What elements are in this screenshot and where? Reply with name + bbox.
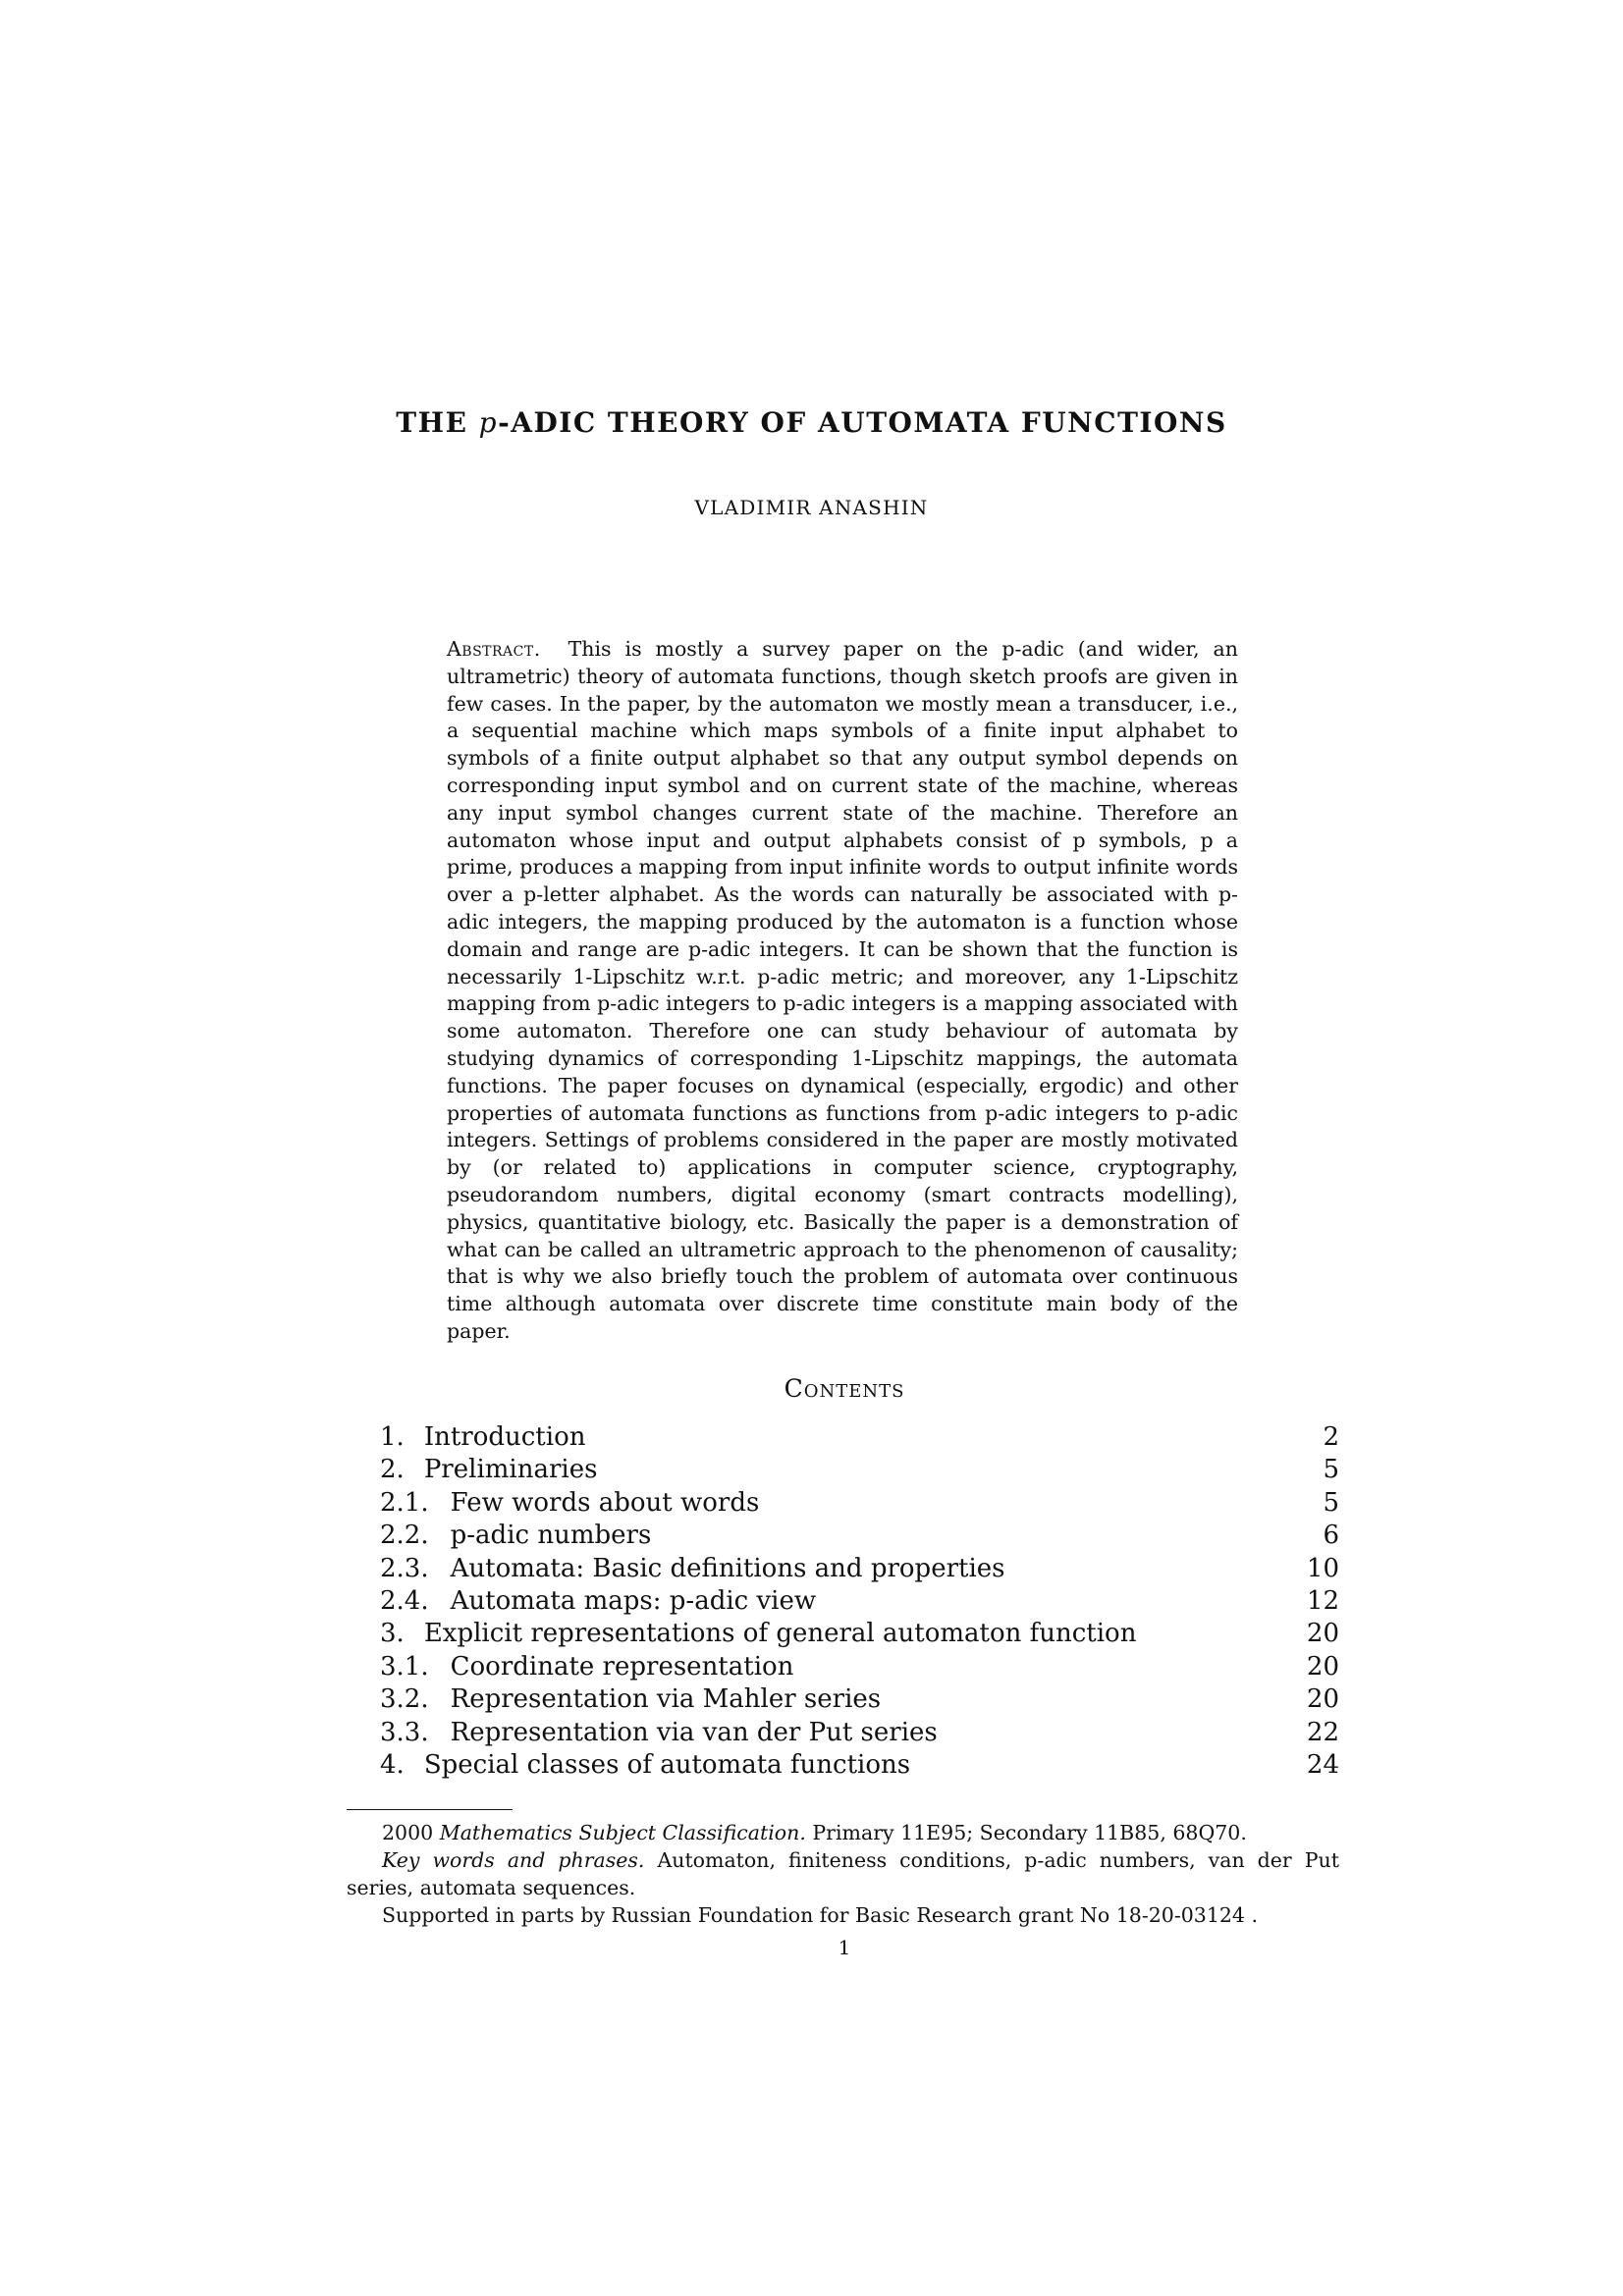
title-suffix: -ADIC THEORY OF AUTOMATA FUNCTIONS	[498, 406, 1227, 439]
paper-title	[0, 406, 1623, 439]
toc-entry-page: 10	[1306, 1553, 1339, 1583]
msc-year: 2000	[382, 1821, 434, 1844]
toc-entry-title: Representation via van der Put series	[450, 1717, 938, 1747]
abstract	[447, 636, 1238, 1346]
toc-entry-title: Few words about words	[450, 1487, 760, 1518]
toc-entry[interactable]	[380, 1421, 1339, 1454]
footnote-rule	[347, 1809, 513, 1810]
title-variable: p	[478, 406, 499, 439]
toc-entry-number: 3.1.	[380, 1651, 429, 1682]
abstract-text: This is mostly a survey paper on the p-adic (and wider, an ultrametric) theory of automata functions, though sketch proofs are given in few cases. In the paper, by the automaton we mostly mean a transducer, i.e., a sequential machine which maps symbols of a finite input alphabet to symbols of a finite output alphabet so that any output symbol depends on corresponding input symbol and on current state of the machine, whereas any input symbol changes current state of the machine. Therefore an automaton whose input and output alphabets consist of p symbols, p a prime, produces a mapping from input infinite words to output infinite words over a p-letter alphabet. As the words can naturally be associated with p-adic integers, the mapping produced by the automaton is a function whose domain and range are p-adic integers. It can be shown that the function is necessarily 1-Lipschitz w.r.t. p-adic metric; and moreover, any 1-Lipschitz mapping from p-adic integers to p-adic integers is a mapping associated with some automaton. Therefore one can study behaviour of automata by studying dynamics of corresponding 1-Lipschitz mappings, the automata functions. The paper focuses on dynamical (especially, ergodic) and other properties of automata functions as functions from p-adic integers to p-adic integers. Settings of problems considered in the paper are mostly motivated by (or related to) applications in computer science, cryptography, pseudorandom numbers, digital economy (smart contracts modelling), physics, quantitative biology, etc. Basically the paper is a demonstration of what can be called an ultrametric approach to the phenomenon of causality; that is why we also briefly touch the problem of automata over continuous time although automata over discrete time constitute main body of the paper.	[447, 637, 1238, 1343]
author-name: VLADIMIR ANASHIN	[694, 496, 929, 519]
toc-entry-number: 2.3.	[380, 1553, 429, 1583]
toc-entry-number: 1.	[380, 1422, 405, 1452]
toc-entry-title: Introduction	[423, 1422, 586, 1452]
page-number: 1	[838, 1936, 851, 1959]
toc-entry[interactable]	[380, 1585, 1339, 1618]
toc-entry-title: Coordinate representation	[450, 1651, 794, 1682]
toc-entry-number: 2.	[380, 1455, 405, 1485]
toc-entry-title: Special classes of automata functions	[423, 1749, 911, 1780]
toc-entry[interactable]	[380, 1717, 1339, 1749]
toc-entry-page: 5	[1323, 1487, 1339, 1518]
toc-entry-page: 20	[1306, 1619, 1339, 1649]
toc-entry[interactable]	[380, 1454, 1339, 1486]
toc-entry[interactable]	[380, 1749, 1339, 1782]
keywords-footnote	[347, 1846, 1339, 1901]
toc-entry[interactable]	[380, 1520, 1339, 1552]
toc-entry[interactable]	[380, 1651, 1339, 1683]
contents-heading: Contents	[784, 1374, 905, 1403]
toc-entry-page: 6	[1323, 1521, 1339, 1551]
toc-entry-title: Preliminaries	[423, 1455, 598, 1485]
table-of-contents	[380, 1421, 1339, 1782]
toc-entry-title: Explicit representations of general automaton function	[423, 1619, 1137, 1649]
title-prefix: THE	[396, 406, 479, 439]
toc-entry-page: 5	[1323, 1455, 1339, 1485]
toc-entry[interactable]	[380, 1487, 1339, 1520]
toc-entry-title: Automata maps: p-adic view	[450, 1585, 817, 1616]
toc-entry[interactable]	[380, 1683, 1339, 1716]
toc-entry-number: 3.2.	[380, 1684, 429, 1715]
toc-entry-title: Automata: Basic definitions and properties	[450, 1553, 1005, 1583]
toc-entry-number: 4.	[380, 1749, 405, 1780]
support-footnote: Supported in parts by Russian Foundation for Basic Research grant No 18-20-03124 .	[382, 1903, 1259, 1927]
msc-text: Primary 11E95; Secondary 11B85, 68Q70.	[812, 1821, 1247, 1844]
toc-entry-page: 2	[1323, 1422, 1339, 1452]
toc-entry-title: p-adic numbers	[450, 1521, 652, 1551]
toc-entry-number: 2.1.	[380, 1487, 429, 1518]
toc-entry-number: 2.2.	[380, 1521, 429, 1551]
keywords-label: Key words and phrases.	[382, 1848, 645, 1872]
msc-label: Mathematics Subject Classification.	[439, 1821, 806, 1844]
toc-entry[interactable]	[380, 1618, 1339, 1650]
footnotes	[347, 1819, 1339, 1929]
toc-entry-page: 20	[1306, 1684, 1339, 1715]
toc-entry-page: 24	[1306, 1749, 1339, 1780]
toc-entry[interactable]	[380, 1553, 1339, 1585]
toc-entry-number: 3.	[380, 1619, 405, 1649]
toc-entry-number: 2.4.	[380, 1585, 429, 1616]
toc-entry-page: 12	[1306, 1585, 1339, 1616]
toc-entry-page: 22	[1306, 1717, 1339, 1747]
toc-entry-page: 20	[1306, 1651, 1339, 1682]
keywords-text: Automaton, finiteness conditions, p-adic numbers, van der Put series, automata sequences.	[347, 1848, 1339, 1899]
abstract-label: Abstract.	[447, 637, 541, 661]
toc-entry-title: Representation via Mahler series	[450, 1684, 882, 1715]
msc-footnote	[347, 1819, 1339, 1846]
toc-entry-number: 3.3.	[380, 1717, 429, 1747]
